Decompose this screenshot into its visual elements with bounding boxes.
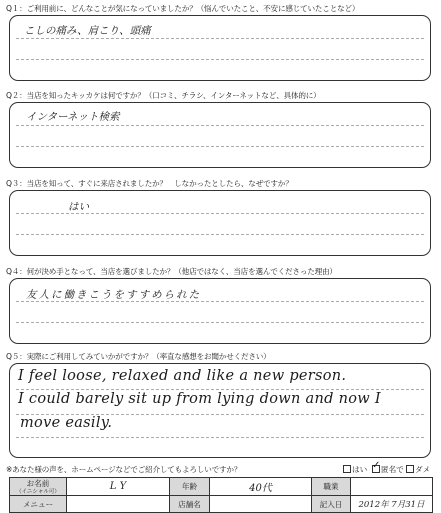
store-field[interactable]: [210, 496, 312, 513]
answer-rule: [16, 146, 424, 147]
q3-answer: はい: [68, 201, 89, 213]
publish-consent-question: ※あなた様の声を、ホームページなどでご紹介してもよろしいですか？: [6, 465, 242, 474]
occupation-label: 職業: [312, 478, 351, 496]
date-label: 記入日: [312, 496, 351, 513]
q4-label: Q４：何が決め手となって、当店を選びましたか？（他店ではなく、当店を選んでくださった理由）: [6, 267, 337, 276]
answer-rule: [16, 322, 424, 323]
q2-answer: インターネット検索: [26, 111, 120, 123]
menu-label: メニュー: [10, 496, 67, 513]
consent-option-no[interactable]: ダメ: [406, 464, 430, 475]
menu-field[interactable]: [67, 496, 170, 513]
answer-rule: [16, 234, 424, 235]
respondent-info-table: [9, 477, 433, 513]
consent-option-anonymous[interactable]: ✓ 匿名で: [372, 460, 404, 474]
q5-answer-line: move easily.: [20, 415, 113, 431]
q1-answer: こしの痛み、肩こり、頭痛: [24, 25, 151, 37]
name-field[interactable]: L Y: [67, 478, 170, 496]
answer-rule: [16, 437, 424, 438]
checkbox-icon[interactable]: [406, 465, 414, 473]
q5-answer-line: I could barely sit up from lying down and now I: [18, 391, 381, 407]
q1-label: Q１：ご利用前に、どんなことが気になっていましたか？（悩んでいたこと、不安に感じていたことなど）: [6, 4, 360, 13]
q2-answer-box[interactable]: [9, 102, 431, 168]
answer-rule: [16, 38, 424, 39]
q2-label: Q２：当店を知ったキッカケは何ですか？（口コミ、チラシ、インターネットなど、具体的に）: [6, 91, 321, 100]
consent-option-yes[interactable]: はい: [343, 464, 367, 475]
q5-answer-line: I feel loose, relaxed and like a new person.: [18, 368, 347, 384]
answer-rule: [16, 389, 424, 390]
date-field[interactable]: 2012年 7月31日: [351, 496, 433, 513]
age-field[interactable]: 40代: [210, 478, 312, 496]
answer-rule: [16, 59, 424, 60]
check-mark-icon: ✓: [372, 460, 381, 471]
occupation-field[interactable]: [351, 478, 433, 496]
q3-label: Q３：当店を知って、すぐに来店されましたか？ しなかったとしたら、なぜですか？: [6, 179, 293, 188]
q4-answer-box[interactable]: [9, 278, 431, 344]
q4-answer: 友人に働きこうをすすめられた: [26, 289, 202, 301]
q1-answer-box[interactable]: [9, 15, 431, 81]
name-label-cell: お名前 （イニシャル可）: [10, 478, 67, 496]
checkbox-icon[interactable]: [343, 465, 351, 473]
q5-label: Q５：実際にご利用してみていかがですか？（率直な感想をお聞かせください）: [6, 352, 271, 361]
q3-answer-box[interactable]: [9, 190, 431, 256]
q5-answer-box[interactable]: [9, 363, 431, 458]
checkbox-icon[interactable]: [372, 460, 381, 473]
store-label: 店舗名: [170, 496, 210, 513]
age-label: 年齢: [170, 478, 210, 496]
answer-rule: [16, 125, 424, 126]
